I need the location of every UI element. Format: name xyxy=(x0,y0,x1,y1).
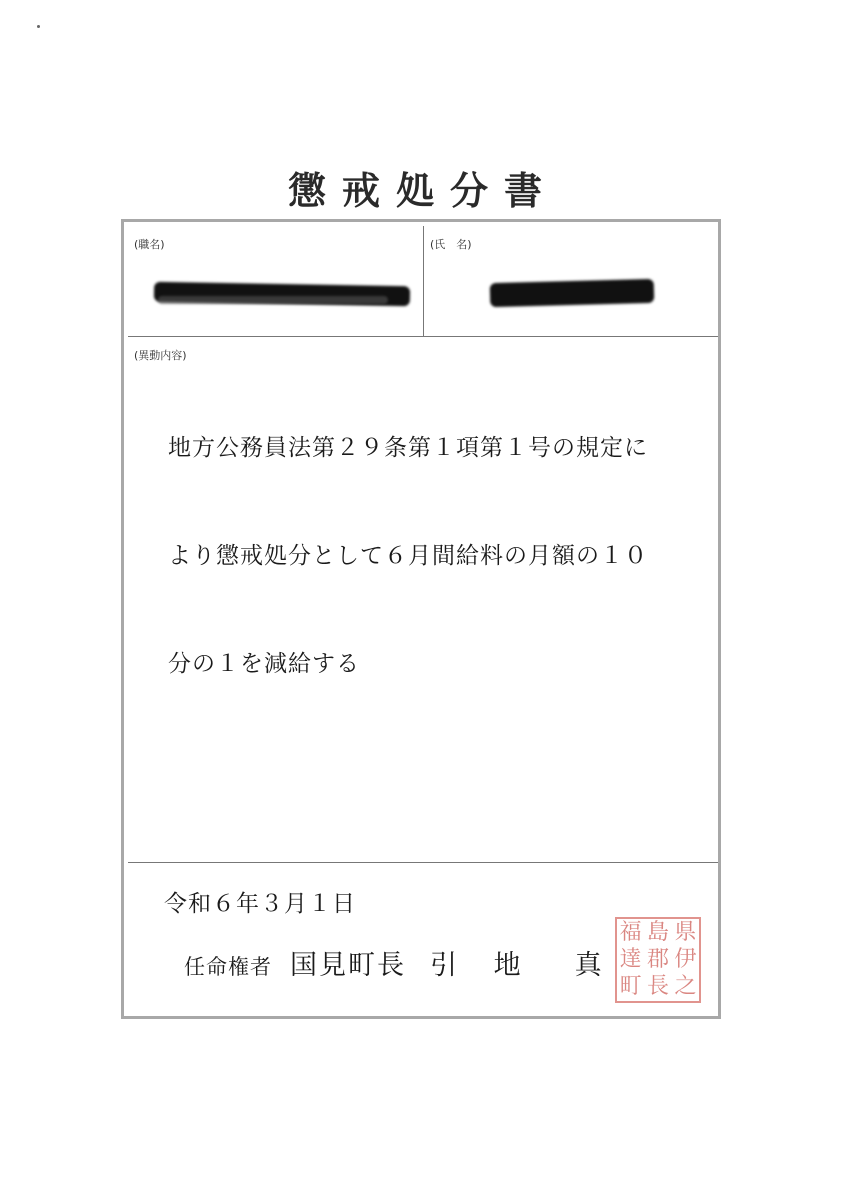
action-content-line-2: より懲戒処分として６月間給料の月額の１０ xyxy=(168,543,648,569)
signature-cell xyxy=(128,862,718,1012)
official-seal-stamp xyxy=(615,917,701,1003)
signatory-line xyxy=(184,943,602,982)
job-title-label: (職名) xyxy=(134,238,165,251)
seal-char: 長 xyxy=(646,974,669,1000)
action-content-line-3: 分の１を減給する xyxy=(168,651,360,677)
name-redaction xyxy=(490,279,655,307)
action-content-label: (異動内容) xyxy=(134,349,187,362)
name-label: (氏 名) xyxy=(430,238,472,251)
job-title-redaction-shadow xyxy=(158,296,388,304)
signatory-role: 任命権者 xyxy=(184,955,272,979)
disciplinary-form xyxy=(121,219,721,1019)
seal-char: 郡 xyxy=(646,946,669,972)
seal-char: 島 xyxy=(646,919,669,945)
name-cell xyxy=(424,226,714,336)
issue-date: 令和６年３月１日 xyxy=(164,891,356,917)
seal-char: 県 xyxy=(674,919,697,945)
action-content-text xyxy=(168,367,688,745)
job-title-cell xyxy=(128,226,424,336)
document-title: 懲戒処分書 xyxy=(287,168,558,213)
seal-char: 之 xyxy=(674,974,697,1000)
seal-char: 達 xyxy=(619,946,642,972)
seal-char: 福 xyxy=(619,919,642,945)
seal-char: 伊 xyxy=(674,946,697,972)
seal-char: 町 xyxy=(619,974,642,1000)
action-content-cell xyxy=(128,336,718,862)
signatory-family-name: 引 地 xyxy=(430,950,535,981)
scan-speck xyxy=(37,25,40,28)
signatory-office: 国見町長 xyxy=(290,950,406,981)
signatory-given-name: 真 xyxy=(574,950,602,981)
action-content-line-1: 地方公務員法第２９条第１項第１号の規定に xyxy=(168,435,648,461)
